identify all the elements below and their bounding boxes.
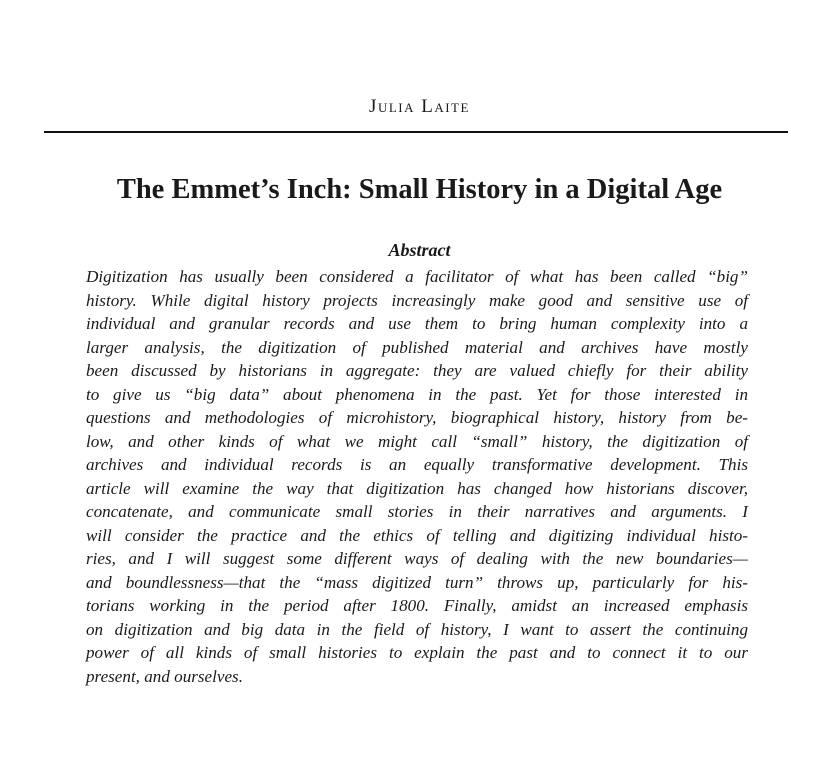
abstract-line: torians working in the period after 1800. Finally, amidst an increased emphasis: [86, 596, 748, 615]
article-title: The Emmet’s Inch: Small History in a Digital Age: [116, 174, 723, 205]
abstract-line: low, and other kinds of what we might call “small” history, the digitization of: [86, 431, 748, 451]
abstract-line: ries, and I will suggest some different ways of dealing with the new boundaries—: [86, 549, 748, 568]
abstract-line: will consider the practice and the ethics of telling and digitizing individual histo-: [86, 525, 748, 545]
abstract-line: individual and granular records and use them to bring human complexity into a: [86, 314, 748, 333]
header-rule: [44, 131, 788, 133]
abstract-line: to give us “big data” about phenomena in the past. Yet for those interested in: [86, 384, 748, 404]
abstract-line: on digitization and big data in the field of history, I want to assert the continuing: [86, 619, 748, 639]
abstract-line: and boundlessness—that the “mass digitized turn” throws up, particularly for his-: [86, 572, 748, 592]
abstract-line: power of all kinds of small histories to explain the past and to connect it to our: [86, 643, 748, 662]
abstract-line: larger analysis, the digitization of published material and archives have mostly: [86, 337, 748, 357]
abstract-line: article will examine the way that digitization has changed how historians discover,: [86, 478, 748, 498]
abstract-line: concatenate, and communicate small stories in their narratives and arguments. I: [86, 502, 748, 521]
abstract-line: been discussed by historians in aggregate: they are valued chiefly for their ability: [86, 361, 748, 380]
abstract-line: archives and individual records is an equally transformative development. This: [86, 455, 748, 474]
abstract-line: Digitization has usually been considered a facilitator of what has been called “big”: [86, 267, 748, 286]
abstract-line: questions and methodologies of microhistory, biographical history, history from be-: [86, 408, 748, 427]
abstract-body: [86, 265, 748, 688]
abstract-line: history. While digital history projects increasingly make good and sensitive use of: [86, 290, 748, 310]
running-head-author: Julia Laite: [369, 96, 470, 117]
abstract-heading: Abstract: [388, 240, 451, 260]
abstract-line-last: present, and ourselves.: [86, 666, 243, 686]
